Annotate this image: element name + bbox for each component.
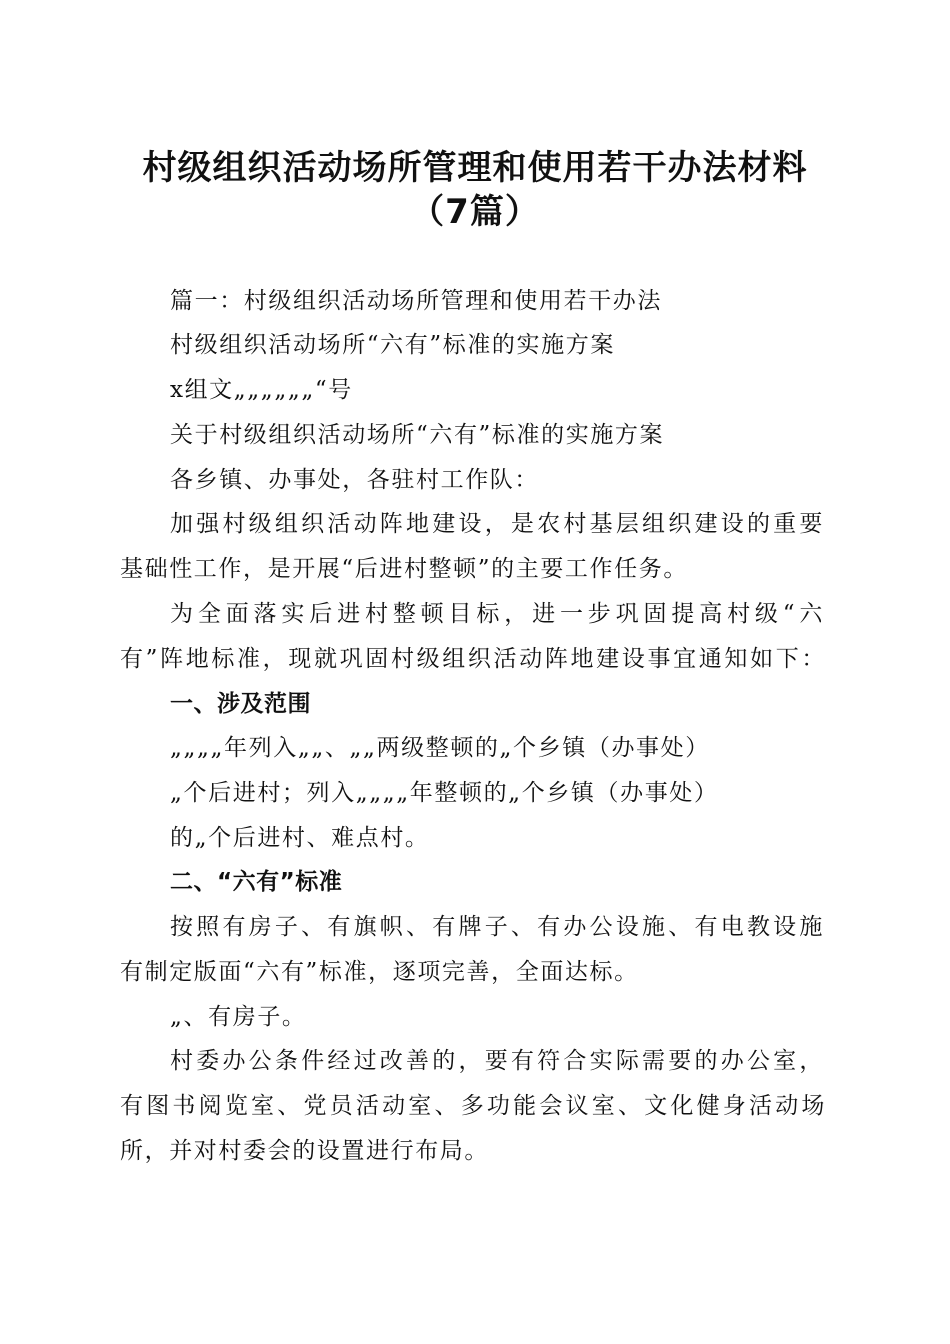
paragraph-line: 基础性工作，是开展“后进村整顿”的主要工作任务。: [120, 556, 688, 582]
document-title-count: （7篇）: [410, 192, 540, 232]
paragraph-line: 篇一：村级组织活动场所管理和使用若干办法: [170, 288, 662, 314]
paragraph-line: 的„个后进村、难点村。: [170, 825, 430, 851]
paragraph-line: 村级组织活动场所“六有”标准的实施方案: [170, 332, 615, 358]
paragraph-line: 所，并对村委会的设置进行布局。: [120, 1138, 489, 1164]
section-heading: 一、涉及范围: [170, 691, 311, 717]
paragraph-line: 有图书阅览室、党员活动室、多功能会议室、文化健身活动场: [120, 1093, 826, 1119]
paragraph-line: „个后进村；列入„„„„年整顿的„个乡镇（办事处）: [170, 780, 719, 806]
paragraph-line: 村委办公条件经过改善的，要有符合实际需要的办公室，: [170, 1048, 824, 1074]
paragraph-line: 关于村级组织活动场所“六有”标准的实施方案: [170, 422, 665, 448]
paragraph-line: x组文„„„„„„“号: [170, 377, 353, 403]
section-heading: 二、“六有”标准: [170, 869, 343, 895]
paragraph-line: „、有房子。: [170, 1004, 307, 1030]
paragraph-line: 按照有房子、有旗帜、有牌子、有办公设施、有电教设施: [170, 914, 824, 940]
paragraph-line: „„„„年列入„„、„„两级整顿的„个乡镇（办事处）: [170, 735, 710, 761]
document-title: 村级组织活动场所管理和使用若干办法材料: [142, 148, 808, 188]
paragraph-line: 加强村级组织活动阵地建设，是农村基层组织建设的重要: [170, 511, 824, 537]
paragraph-line: 有”阵地标准，现就巩固村级组织活动阵地建设事宜通知如下：: [120, 646, 826, 672]
paragraph-line: 有制定版面“六有”标准，逐项完善，全面达标。: [120, 959, 639, 985]
paragraph-line: 各乡镇、办事处，各驻村工作队：: [170, 467, 539, 493]
paragraph-line: 为全面落实后进村整顿目标，进一步巩固提高村级“六: [170, 601, 824, 627]
